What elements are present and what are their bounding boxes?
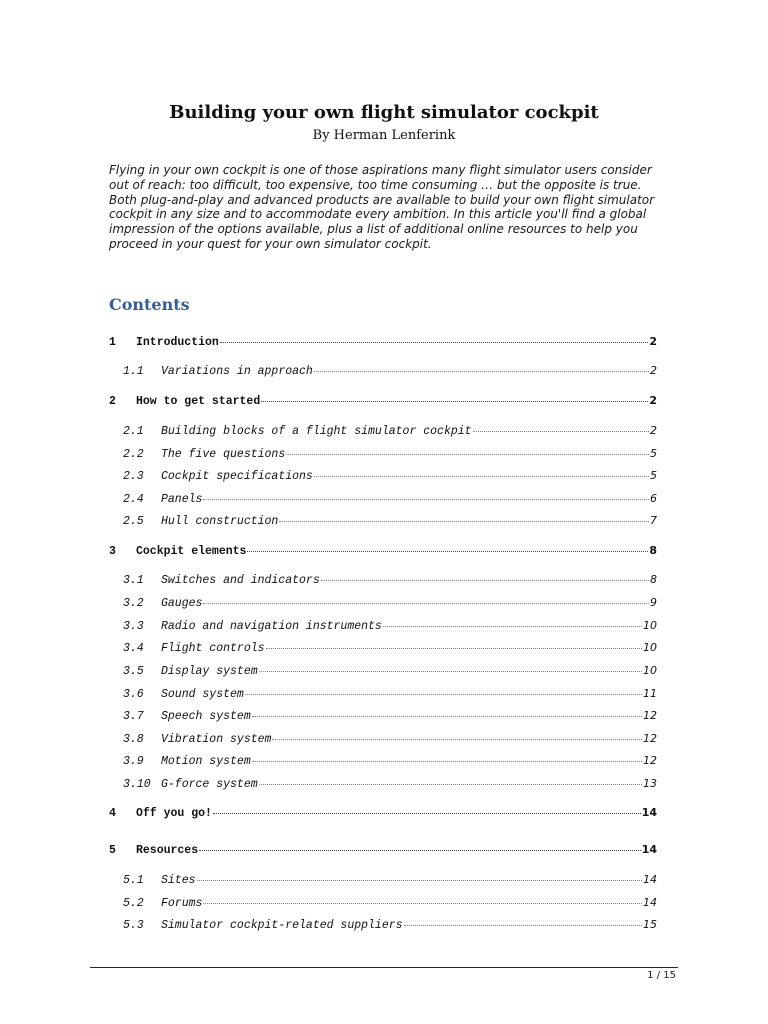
toc-entry[interactable] xyxy=(123,751,657,769)
toc-entry-page: 11 xyxy=(643,687,657,700)
toc-entry-page: 13 xyxy=(643,777,657,790)
toc-dot-leader xyxy=(213,801,641,814)
toc-entry[interactable] xyxy=(123,444,657,462)
toc-entry-number: 3.5 xyxy=(123,665,144,678)
toc-entry-page: 12 xyxy=(643,754,657,767)
toc-entry-number: 2.1 xyxy=(123,425,144,438)
toc-entry[interactable] xyxy=(109,803,657,821)
toc-entry-page: 10 xyxy=(643,641,657,654)
toc-entry-number: 3.1 xyxy=(123,574,144,587)
toc-entry-title: The five questions xyxy=(161,448,286,461)
toc-entry-number: 3.6 xyxy=(123,688,144,701)
document-title: Building your own flight simulator cockpit xyxy=(169,102,599,123)
toc-entry-title: Cockpit specifications xyxy=(161,470,313,483)
toc-entry[interactable] xyxy=(123,893,657,911)
toc-entry[interactable] xyxy=(123,870,657,888)
toc-entry-number: 2.4 xyxy=(123,493,144,506)
toc-entry[interactable] xyxy=(123,511,657,529)
toc-dot-leader xyxy=(199,838,641,851)
toc-entry[interactable] xyxy=(109,332,657,350)
toc-entry-page: 2 xyxy=(650,424,657,437)
toc-entry-number: 3.9 xyxy=(123,755,144,768)
toc-entry-number: 5.1 xyxy=(123,874,144,887)
toc-entry[interactable] xyxy=(123,466,657,484)
toc-entry-number: 1.1 xyxy=(123,365,144,378)
toc-entry-title: Sound system xyxy=(161,688,244,701)
toc-entry-number: 3.4 xyxy=(123,642,144,655)
toc-dot-leader xyxy=(286,442,649,455)
contents-heading: Contents xyxy=(109,295,190,314)
toc-entry-page: 5 xyxy=(650,447,657,460)
toc-dot-leader xyxy=(314,464,649,477)
toc-dot-leader xyxy=(266,636,642,649)
toc-entry-title: Building blocks of a flight simulator cockpit xyxy=(161,425,472,438)
toc-entry[interactable] xyxy=(109,541,657,559)
toc-dot-leader xyxy=(220,330,649,343)
toc-entry-number: 3.3 xyxy=(123,620,144,633)
toc-entry-page: 10 xyxy=(643,664,657,677)
toc-entry-page: 6 xyxy=(650,492,657,505)
toc-entry-title: Forums xyxy=(161,897,203,910)
toc-entry[interactable] xyxy=(123,684,657,702)
toc-entry-title: Introduction xyxy=(136,336,219,349)
toc-entry-title: Display system xyxy=(161,665,258,678)
toc-dot-leader xyxy=(321,568,649,581)
toc-entry-title: How to get started xyxy=(136,395,261,408)
toc-entry-title: Sites xyxy=(161,874,196,887)
toc-entry-title: Speech system xyxy=(161,710,251,723)
toc-entry-page: 7 xyxy=(650,514,657,527)
toc-entry-title: Gauges xyxy=(161,597,203,610)
toc-entry-number: 4 xyxy=(109,807,116,820)
toc-dot-leader xyxy=(383,614,642,627)
toc-entry-page: 14 xyxy=(643,873,657,886)
toc-entry-title: Cockpit elements xyxy=(136,545,247,558)
toc-entry-page: 2 xyxy=(650,364,657,377)
toc-entry-page: 2 xyxy=(649,394,657,407)
toc-dot-leader xyxy=(259,772,642,785)
toc-dot-leader xyxy=(247,539,648,552)
toc-entry-number: 5.3 xyxy=(123,919,144,932)
toc-entry[interactable] xyxy=(123,661,657,679)
toc-dot-leader xyxy=(279,509,649,522)
toc-entry[interactable] xyxy=(123,706,657,724)
toc-dot-leader xyxy=(245,682,642,695)
toc-dot-leader xyxy=(404,913,642,926)
toc-entry[interactable] xyxy=(109,391,657,409)
toc-entry[interactable] xyxy=(123,361,657,379)
toc-entry-title: Resources xyxy=(136,844,199,857)
toc-entry-title: Variations in approach xyxy=(161,365,313,378)
toc-entry-page: 8 xyxy=(650,573,657,586)
toc-entry-title: Panels xyxy=(161,493,203,506)
toc-dot-leader xyxy=(203,891,642,904)
toc-entry[interactable] xyxy=(109,840,657,858)
toc-entry-page: 12 xyxy=(643,709,657,722)
toc-entry-page: 9 xyxy=(650,596,657,609)
toc-dot-leader xyxy=(197,868,642,881)
toc-entry-title: Off you go! xyxy=(136,807,212,820)
toc-entry-page: 10 xyxy=(643,619,657,632)
toc-entry[interactable] xyxy=(123,616,657,634)
toc-dot-leader xyxy=(259,659,642,672)
footer-divider xyxy=(90,967,678,968)
toc-entry-page: 5 xyxy=(650,469,657,482)
page-number: 1 / 15 xyxy=(647,970,676,981)
toc-entry-title: Switches and indicators xyxy=(161,574,320,587)
author-byline: By Herman Lenferink xyxy=(312,128,456,143)
toc-entry[interactable] xyxy=(123,915,657,933)
toc-entry-number: 5.2 xyxy=(123,897,144,910)
toc-entry-number: 1 xyxy=(109,336,116,349)
toc-entry-number: 2.2 xyxy=(123,448,144,461)
toc-dot-leader xyxy=(203,591,649,604)
toc-entry-number: 3.10 xyxy=(123,778,151,791)
toc-entry-number: 2 xyxy=(109,395,116,408)
toc-entry-title: G-force system xyxy=(161,778,258,791)
toc-dot-leader xyxy=(473,419,649,432)
toc-entry-number: 2.5 xyxy=(123,515,144,528)
toc-entry[interactable] xyxy=(123,570,657,588)
toc-entry-title: Flight controls xyxy=(161,642,265,655)
toc-entry-number: 3.7 xyxy=(123,710,144,723)
toc-entry[interactable] xyxy=(123,593,657,611)
toc-entry-number: 5 xyxy=(109,844,116,857)
toc-dot-leader xyxy=(314,359,649,372)
toc-entry-number: 3.8 xyxy=(123,733,144,746)
toc-entry-title: Vibration system xyxy=(161,733,272,746)
toc-entry[interactable] xyxy=(123,729,657,747)
toc-entry[interactable] xyxy=(123,638,657,656)
toc-entry-title: Simulator cockpit-related suppliers xyxy=(161,919,403,932)
toc-entry-title: Hull construction xyxy=(161,515,279,528)
toc-entry-page: 14 xyxy=(641,806,657,819)
toc-dot-leader xyxy=(203,487,649,500)
toc-entry-title: Radio and navigation instruments xyxy=(161,620,382,633)
intro-paragraph: Flying in your own cockpit is one of those aspirations many flight simulator users consider out of reach: too difficult, too expensive, too time consuming … but the opposite is true. Both plug-and-play and advanced products are available to build your own flight simulator cockpit in any size and to accommodate every ambition. In this article you'll find a global impression of the options available, plus a list of additional online resources to help you proceed in your quest for your own simulator cockpit. xyxy=(109,163,655,251)
toc-entry-page: 2 xyxy=(649,335,657,348)
toc-entry[interactable] xyxy=(123,489,657,507)
toc-entry-page: 14 xyxy=(641,843,657,856)
toc-entry-number: 3 xyxy=(109,545,116,558)
toc-dot-leader xyxy=(261,389,648,402)
toc-dot-leader xyxy=(252,704,642,717)
toc-entry-page: 12 xyxy=(643,732,657,745)
toc-entry[interactable] xyxy=(123,774,657,792)
toc-entry[interactable] xyxy=(123,421,657,439)
toc-entry-number: 2.3 xyxy=(123,470,144,483)
toc-entry-title: Motion system xyxy=(161,755,251,768)
toc-dot-leader xyxy=(272,727,642,740)
toc-dot-leader xyxy=(252,749,642,762)
toc-entry-page: 14 xyxy=(643,896,657,909)
toc-entry-number: 3.2 xyxy=(123,597,144,610)
toc-entry-page: 15 xyxy=(643,918,657,931)
toc-entry-page: 8 xyxy=(649,544,657,557)
